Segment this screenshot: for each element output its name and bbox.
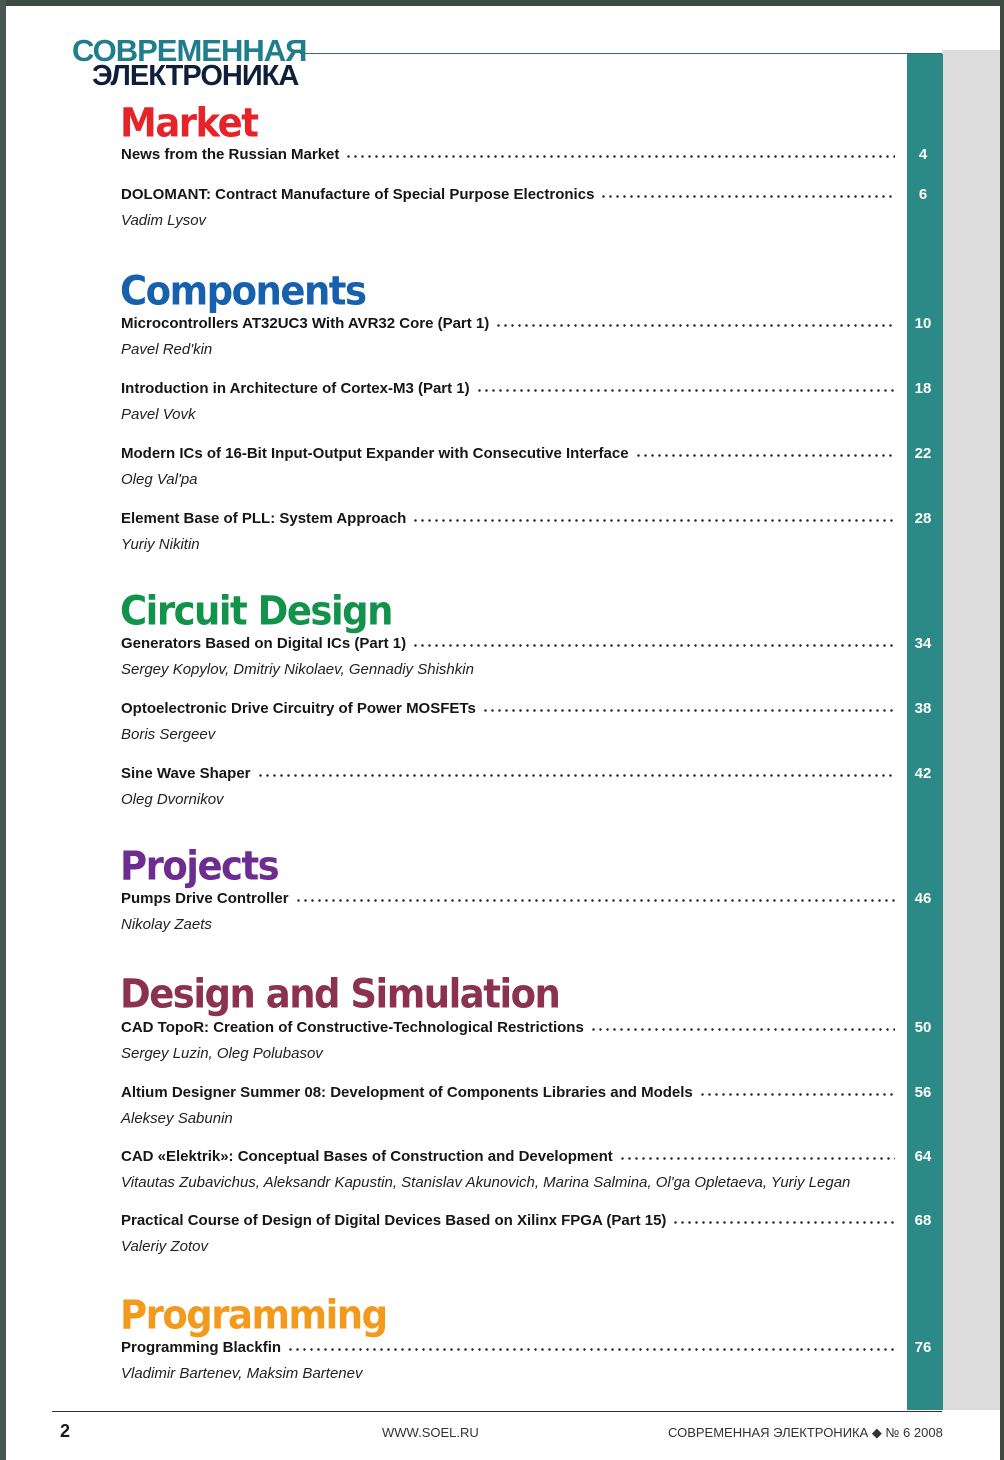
toc-entry[interactable] bbox=[121, 1084, 941, 1127]
logo-line-1: СОВРЕМЕННАЯ bbox=[72, 33, 307, 68]
entry-author: Sergey Kopylov, Dmitriy Nikolaev, Gennadiy Shishkin bbox=[121, 661, 474, 678]
entry-title: Generators Based on Digital ICs (Part 1) bbox=[121, 635, 407, 652]
section-title-market: Market bbox=[120, 100, 258, 147]
entry-page-number: 28 bbox=[914, 510, 932, 527]
entry-author: Pavel Red'kin bbox=[121, 341, 213, 358]
entry-page-number: 6 bbox=[918, 186, 928, 203]
entry-author: Aleksey Sabunin bbox=[121, 1110, 233, 1127]
leader-dots bbox=[619, 1157, 895, 1160]
entry-page-number: 56 bbox=[914, 1084, 932, 1101]
footer-magazine-issue: СОВРЕМЕННАЯ ЭЛЕКТРОНИКА ◆ № 6 2008 bbox=[668, 1425, 943, 1440]
footer-page-number: 2 bbox=[60, 1421, 71, 1441]
entry-title: Practical Course of Design of Digital Devices Based on Xilinx FPGA (Part 15) bbox=[121, 1212, 667, 1229]
toc-entry[interactable] bbox=[121, 315, 941, 358]
leader-dots bbox=[699, 1093, 895, 1096]
leader-dots bbox=[476, 389, 895, 392]
entry-author: Oleg Dvornikov bbox=[121, 791, 224, 808]
toc-entry[interactable] bbox=[121, 186, 941, 229]
entry-author: Boris Sergeev bbox=[121, 726, 216, 743]
entry-page-number: 76 bbox=[914, 1339, 932, 1356]
entry-page-number: 4 bbox=[918, 146, 928, 163]
entry-page-number: 64 bbox=[914, 1148, 932, 1165]
entry-title: Element Base of PLL: System Approach bbox=[121, 510, 407, 527]
leader-dots bbox=[482, 709, 895, 712]
toc-entry[interactable] bbox=[121, 635, 941, 678]
leader-dots bbox=[295, 899, 895, 902]
leader-dots bbox=[495, 324, 895, 327]
leader-dots bbox=[412, 644, 895, 647]
leader-dots bbox=[672, 1221, 895, 1224]
leader-dots bbox=[600, 195, 895, 198]
footer-rule bbox=[52, 1411, 942, 1412]
entry-title: DOLOMANT: Contract Manufacture of Special Purpose Electronics bbox=[121, 186, 595, 203]
leader-dots bbox=[635, 454, 895, 457]
toc-entry[interactable] bbox=[121, 1019, 941, 1062]
entry-page-number: 10 bbox=[914, 315, 932, 332]
toc-entry[interactable] bbox=[121, 890, 941, 933]
entry-title: Optoelectronic Drive Circuitry of Power MOSFETs bbox=[121, 700, 476, 717]
entry-page-number: 22 bbox=[914, 445, 932, 462]
entry-page-number: 68 bbox=[914, 1212, 932, 1229]
leader-dots bbox=[287, 1348, 895, 1351]
entry-title: Programming Blackfin bbox=[121, 1339, 282, 1356]
toc-entry[interactable] bbox=[121, 146, 941, 168]
toc-entry[interactable] bbox=[121, 380, 941, 423]
entry-author: Valeriy Zotov bbox=[121, 1238, 208, 1255]
entry-page-number: 18 bbox=[914, 380, 932, 397]
entry-page-number: 42 bbox=[914, 765, 932, 782]
entry-title: Sine Wave Shaper bbox=[121, 765, 251, 782]
section-title-design-and-simulation: Design and Simulation bbox=[120, 971, 560, 1018]
scan-edge-right-dark bbox=[1000, 0, 1004, 1460]
toc-entry[interactable] bbox=[121, 765, 941, 808]
entry-page-number: 50 bbox=[914, 1019, 932, 1036]
entry-title: CAD TopoR: Creation of Constructive-Technological Restrictions bbox=[121, 1019, 584, 1036]
entry-title: CAD «Elektrik»: Conceptual Bases of Construction and Development bbox=[121, 1148, 613, 1165]
entry-author: Vladimir Bartenev, Maksim Bartenev bbox=[121, 1365, 363, 1382]
scan-edge-right bbox=[942, 50, 1004, 1410]
toc-entry[interactable] bbox=[121, 1339, 941, 1382]
entry-author: Vitautas Zubavichus, Aleksandr Kapustin, Stanislav Akunovich, Marina Salmina, Ol'ga Opletaeva, Yuriy Legan bbox=[121, 1174, 851, 1191]
toc-entry[interactable] bbox=[121, 510, 941, 553]
magazine-logo bbox=[72, 35, 306, 91]
logo-line-2: ЭЛЕКТРОНИКА bbox=[92, 60, 299, 92]
entry-title: Modern ICs of 16-Bit Input-Output Expander with Consecutive Interface bbox=[121, 445, 629, 462]
section-title-circuit-design: Circuit Design bbox=[120, 588, 392, 635]
header-rule bbox=[300, 53, 942, 54]
footer-website-link[interactable]: WWW.SOEL.RU bbox=[382, 1425, 479, 1440]
entry-page-number: 34 bbox=[914, 635, 932, 652]
toc-entry[interactable] bbox=[121, 1212, 941, 1255]
entry-title: Altium Designer Summer 08: Development of Components Libraries and Models bbox=[121, 1084, 693, 1101]
section-title-programming: Programming bbox=[120, 1292, 387, 1339]
entry-title: Introduction in Architecture of Cortex-M3 (Part 1) bbox=[121, 380, 470, 397]
entry-title: Microcontrollers AT32UC3 With AVR32 Core (Part 1) bbox=[121, 315, 490, 332]
section-title-components: Components bbox=[120, 268, 366, 315]
entry-author: Nikolay Zaets bbox=[121, 916, 212, 933]
toc-entry[interactable] bbox=[121, 445, 941, 488]
toc-entry[interactable] bbox=[121, 1148, 941, 1191]
entry-title: Pumps Drive Controller bbox=[121, 890, 289, 907]
entry-author: Oleg Val'pa bbox=[121, 471, 198, 488]
scan-edge-left bbox=[0, 0, 6, 1460]
section-title-projects: Projects bbox=[120, 843, 279, 890]
leader-dots bbox=[590, 1028, 895, 1031]
entry-author: Pavel Vovk bbox=[121, 406, 196, 423]
entry-author: Yuriy Nikitin bbox=[121, 536, 200, 553]
entry-author: Vadim Lysov bbox=[121, 212, 207, 229]
entry-author: Sergey Luzin, Oleg Polubasov bbox=[121, 1045, 323, 1062]
leader-dots bbox=[257, 774, 896, 777]
entry-title: News from the Russian Market bbox=[121, 146, 340, 163]
leader-dots bbox=[412, 519, 895, 522]
toc-entry[interactable] bbox=[121, 700, 941, 743]
entry-page-number: 46 bbox=[914, 890, 932, 907]
entry-page-number: 38 bbox=[914, 700, 932, 717]
leader-dots bbox=[345, 155, 895, 158]
scan-edge-top bbox=[0, 0, 1004, 6]
